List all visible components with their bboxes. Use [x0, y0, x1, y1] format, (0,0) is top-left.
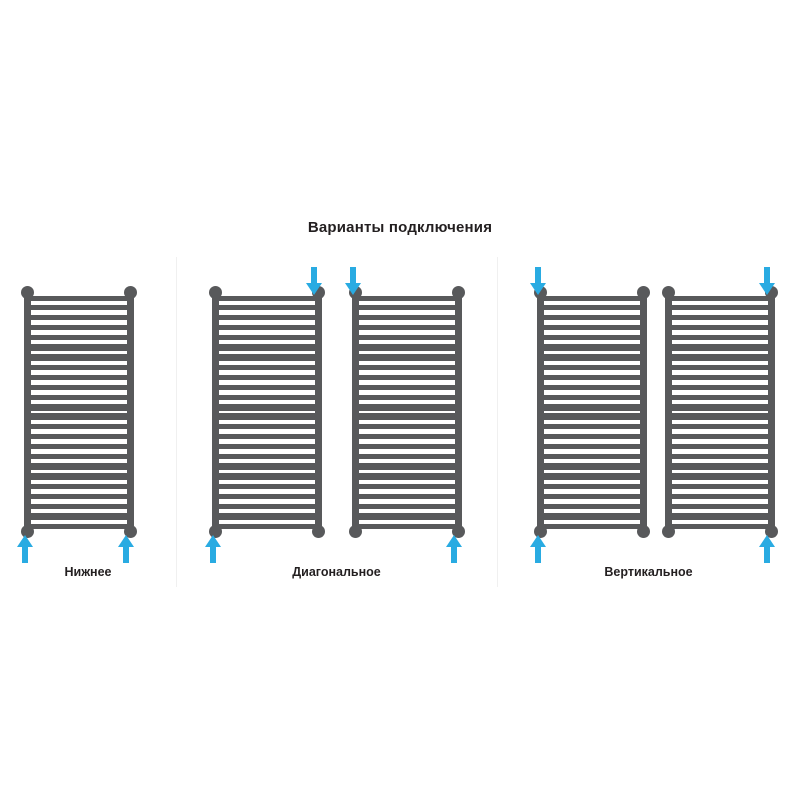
radiator-rung: [355, 504, 459, 509]
radiator-rung: [215, 365, 319, 370]
radiator-rung: [27, 424, 131, 429]
group-label-vertical: Вертикальное: [604, 565, 693, 579]
radiator-rung: [27, 494, 131, 499]
radiator-rung: [540, 354, 644, 361]
radiator-rung: [540, 424, 644, 429]
radiator-rungs: [668, 292, 772, 532]
connector-nub-bottom-left: [662, 525, 675, 538]
radiator-rung: [355, 296, 459, 301]
radiator-rung: [540, 504, 644, 509]
radiator-rung: [668, 463, 772, 470]
radiator-rung: [355, 494, 459, 499]
radiator-rung: [27, 315, 131, 320]
radiator-rung: [668, 305, 772, 310]
radiator-rung: [215, 504, 319, 509]
radiator-rung: [540, 315, 644, 320]
radiator-vertical-2: [665, 292, 775, 532]
radiator-rung: [668, 354, 772, 361]
radiator-rung: [668, 434, 772, 439]
radiator-rung: [668, 513, 772, 520]
radiator-rung: [215, 325, 319, 330]
radiator-rung: [27, 473, 131, 480]
radiator-rung: [27, 513, 131, 520]
radiator-rung: [215, 404, 319, 411]
radiator-rung: [215, 385, 319, 390]
radiator-rung: [215, 454, 319, 459]
radiator-rung: [668, 504, 772, 509]
connector-nub-top-left: [21, 286, 34, 299]
radiator-rung: [540, 524, 644, 529]
radiator-rung: [355, 315, 459, 320]
connector-nub-top-right: [452, 286, 465, 299]
radiator-rung: [540, 365, 644, 370]
radiator-rung: [27, 463, 131, 470]
radiator-rung: [355, 413, 459, 420]
radiator-rung: [215, 434, 319, 439]
radiator-rung: [215, 395, 319, 400]
radiator-rung: [215, 484, 319, 489]
radiator-rung: [668, 315, 772, 320]
group-label-bottom: Нижнее: [64, 565, 112, 579]
radiator-rung: [355, 375, 459, 380]
radiator-rung: [27, 305, 131, 310]
radiator-rung: [355, 513, 459, 520]
page-title: Варианты подключения: [307, 219, 493, 236]
connector-nub-bottom-right: [312, 525, 325, 538]
radiator-rung: [27, 504, 131, 509]
radiator-rung: [27, 413, 131, 420]
radiator-rung: [355, 344, 459, 351]
radiator-rung: [355, 385, 459, 390]
flow-arrow-up-bottom-left: [529, 534, 547, 564]
radiator-bottom-1: [24, 292, 134, 532]
radiator-rung: [27, 444, 131, 449]
radiator-rung: [355, 444, 459, 449]
radiator-rung: [540, 325, 644, 330]
radiator-rung: [27, 344, 131, 351]
radiator-rung: [27, 454, 131, 459]
radiator-rung: [668, 444, 772, 449]
radiator-rungs: [540, 292, 644, 532]
radiator-rung: [27, 404, 131, 411]
radiator-rung: [668, 413, 772, 420]
radiator-rung: [540, 305, 644, 310]
connection-group-bottom: [0, 0, 176, 600]
radiator-rung: [355, 404, 459, 411]
radiator-rung: [668, 424, 772, 429]
radiator-rung: [355, 454, 459, 459]
radiator-rung: [355, 395, 459, 400]
radiator-rungs: [27, 292, 131, 532]
radiator-rung: [215, 296, 319, 301]
radiator-rung: [215, 444, 319, 449]
connector-nub-top-left: [209, 286, 222, 299]
radiator-rung: [215, 315, 319, 320]
radiator-rung: [215, 413, 319, 420]
radiator-rung: [27, 395, 131, 400]
radiator-rung: [668, 325, 772, 330]
radiator-diagonal-1: [212, 292, 322, 532]
radiator-rung: [215, 473, 319, 480]
radiator-rung: [215, 354, 319, 361]
radiator-rung: [355, 484, 459, 489]
radiator-rung: [540, 484, 644, 489]
radiator-rung: [540, 375, 644, 380]
radiator-rung: [355, 335, 459, 340]
radiator-rung: [668, 494, 772, 499]
radiator-rung: [540, 395, 644, 400]
radiator-rung: [540, 404, 644, 411]
radiator-rung: [27, 354, 131, 361]
radiator-rung: [540, 513, 644, 520]
radiator-rung: [355, 434, 459, 439]
connector-nub-top-right: [637, 286, 650, 299]
radiator-rung: [27, 484, 131, 489]
radiator-rung: [215, 513, 319, 520]
connector-nub-bottom-right: [637, 525, 650, 538]
radiator-rung: [668, 524, 772, 529]
connection-group-vertical: [497, 0, 800, 600]
radiator-rung: [668, 484, 772, 489]
radiator-rung: [27, 434, 131, 439]
radiator-rung: [355, 424, 459, 429]
radiator-rung: [215, 305, 319, 310]
radiator-rung: [215, 424, 319, 429]
flow-arrow-up-bottom-left: [204, 534, 222, 564]
radiator-rung: [215, 335, 319, 340]
group-label-diagonal: Диагональное: [292, 565, 381, 579]
radiator-rung: [668, 296, 772, 301]
radiator-rung: [668, 395, 772, 400]
radiator-rung: [27, 296, 131, 301]
radiator-rung: [668, 375, 772, 380]
radiator-rung: [540, 413, 644, 420]
radiator-rung: [27, 375, 131, 380]
radiator-rung: [540, 296, 644, 301]
radiator-rung: [355, 473, 459, 480]
radiator-rung: [27, 335, 131, 340]
flow-arrow-up-bottom-left: [16, 534, 34, 564]
radiator-rung: [540, 344, 644, 351]
connector-nub-top-right: [124, 286, 137, 299]
radiator-rung: [215, 494, 319, 499]
radiator-rungs: [215, 292, 319, 532]
radiator-rung: [355, 463, 459, 470]
connector-nub-top-left: [662, 286, 675, 299]
radiator-rung: [215, 375, 319, 380]
radiator-rung: [668, 344, 772, 351]
radiator-rung: [668, 385, 772, 390]
radiator-rung: [540, 494, 644, 499]
flow-arrow-down-top-left: [344, 266, 362, 296]
radiator-rung: [540, 454, 644, 459]
radiator-rungs: [355, 292, 459, 532]
radiator-rung: [540, 335, 644, 340]
radiator-rung: [27, 325, 131, 330]
radiator-rung: [668, 365, 772, 370]
radiator-rung: [355, 354, 459, 361]
radiator-rung: [355, 524, 459, 529]
radiator-rung: [27, 524, 131, 529]
flow-arrow-down-top-left: [529, 266, 547, 296]
radiator-rung: [540, 463, 644, 470]
flow-arrow-up-bottom-right: [445, 534, 463, 564]
radiator-rung: [355, 305, 459, 310]
connection-group-diagonal: [176, 0, 497, 600]
radiator-rung: [540, 385, 644, 390]
connector-nub-bottom-left: [349, 525, 362, 538]
radiator-rung: [215, 463, 319, 470]
radiator-rung: [540, 444, 644, 449]
flow-arrow-down-top-right: [758, 266, 776, 296]
radiator-rung: [668, 454, 772, 459]
radiator-rung: [540, 434, 644, 439]
flow-arrow-up-bottom-right: [758, 534, 776, 564]
radiator-rung: [27, 365, 131, 370]
radiator-rung: [668, 404, 772, 411]
radiator-rung: [215, 344, 319, 351]
radiator-rung: [355, 365, 459, 370]
radiator-rung: [540, 473, 644, 480]
flow-arrow-down-top-right: [305, 266, 323, 296]
radiator-rung: [215, 524, 319, 529]
radiator-rung: [27, 385, 131, 390]
radiator-vertical-1: [537, 292, 647, 532]
radiator-rung: [668, 335, 772, 340]
radiator-diagonal-2: [352, 292, 462, 532]
radiator-rung: [355, 325, 459, 330]
flow-arrow-up-bottom-right: [117, 534, 135, 564]
radiator-rung: [668, 473, 772, 480]
